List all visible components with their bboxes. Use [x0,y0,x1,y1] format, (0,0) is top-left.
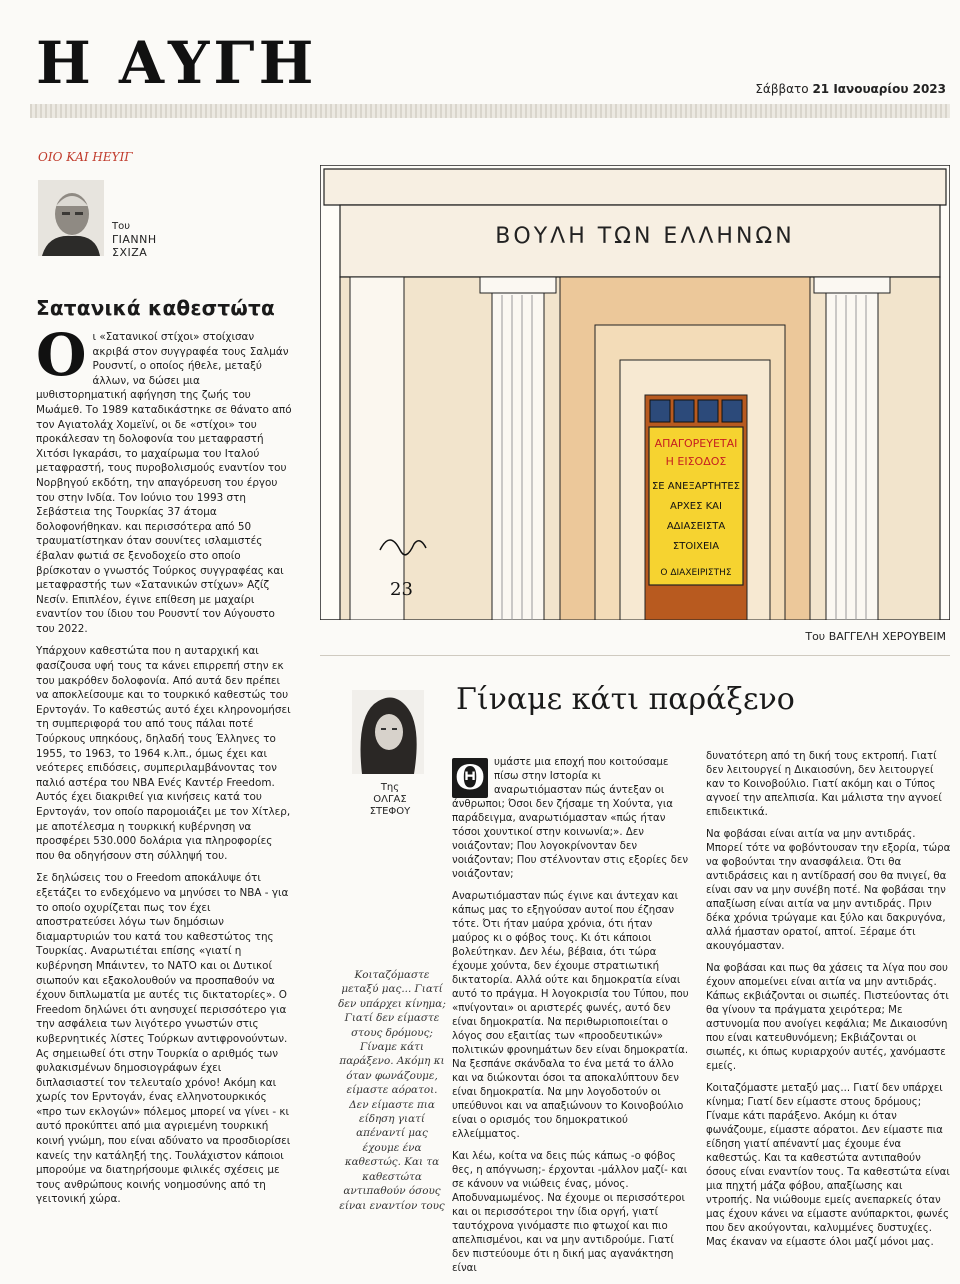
date-day: Σάββατο [755,82,809,96]
paragraph-text: ι «Σατανικοί στίχοι» στοίχισαν ακριβά στον συγγραφέα τους Σαλμάν Ρουσντί, ο οποίος ήθελε, μεταξύ άλλων, να δώσει μια μυθιστορηματική αφήγηση της ζωής του Μωάμεθ. Το 1989 καταδικάστηκε σε θάνατο από τον Αγιατολάχ Χομεϊνί, οι δε «στίχοι» του προκάλεσαν τη δολοφονία του μεταφραστή Χιτόσι Ιγκαράσι, το μαχαίρωμα του Ιταλού μεταφραστή, τους πυροβολισμούς εναντίον του Νορβηγού εκδότη, την απαγόρευση του έργου του στην Ινδία. Τον Ιούνιο του 1993 στη Σεβάστεια της Τουρκίας 37 άτομα δολοφονήθηκαν. και περισσότερα από 50 τραυματίστηκαν όταν σουνίτες ισλαμιστές έβαλαν φωτιά σε ξενοδοχείο στο οποίο βρίσκοταν ο γνωστός Τούρκος συγγραφέας και μεταφραστής των «Σατανικών στίχων» Αζίζ Νεσίν. Επιπλέον, έγινε επίθεση με μαχαίρι εναντίον του ίδιου του Ρουσντί τον Αύγουστο του 2022. [36,331,292,635]
credit-name: ΒΑΓΓΕΛΗ ΧΕΡΟΥΒΕΙΜ [828,630,946,643]
date-full: 21 Ιανουαρίου 2023 [812,82,946,96]
paragraph: Να φοβάσαι και πως θα χάσεις τα λίγα που σου έχουν απομείνει είναι αιτία να μην αντιδράς. Κάπως εκβιάζονται οι σιωπές. Πιστεύοντας ότι θα γίνουν τα πράγματα χειρότερα; Με αστυνομία που ανοίγει κεφάλια; Με Δικαιοσύνη που είναι κατευθυνόμενη; Εκβιάζονται οι σιωπές, κι όπως κυριαρχούν αυτές, χανόμαστε εμείς. [706,963,949,1072]
paragraph: Και λέω, κοίτα να δεις πώς κάπως -ο φόβος θες, η απόγνωση;- έρχονται -μάλλον μαζί- και σε κάνουν να νιώθεις ένας, μόνος. Αποδυναμωμένος. Να έχουμε οι περισσότεροι και οι περισσότεροι την ίδια οργή, γιατί ταυτόχρονα γινόμαστε πιο φτωχοί και πιο απελπισμένοι, και να μην αντιδρούμε. Γιατί δεν πιστεύουμε ότι η δική μας αγανάκτηση είναι [452,1151,688,1274]
article-body-right-col2 [706,750,952,1258]
editorial-cartoon [320,165,950,620]
cartoon-signature: 23 [390,579,413,600]
drop-cap: Ο [36,321,87,389]
headline-right: Γίναμε κάτι παράξενο [456,682,795,717]
headline-left: Σατανικά καθεστώτα [36,296,275,320]
pull-quote: Κοιταζόμαστε μεταξύ μας... Γιατί δεν υπάρχει κίνημα; Γιατί δεν είμαστε στους δρόμους; Γίναμε κάτι παράξενο. Ακόμη κι όταν φωνάζουμε, είμαστε αόρατοι. Δεν είμαστε πια είδηση γιατί απέναντί μας έχουμε ένα καθεστώς. Και τα καθεστώτα αντιπαθούν όσους είναι εναντίον τους [338,969,446,1212]
paragraph: Αναρωτιόμασταν πώς έγινε και άντεχαν και κάπως μας το εξηγούσαν αυτοί που έζησαν τότε. Ότι ήταν μαύρα χρόνια, ότι ήταν μαύρος κι ο φόβος τους. Κι ότι κάποιοι βολεύτηκαν. Δεν λέω, βέβαια, ότι τώρα έχουμε χούντα, δεν έχουμε στρατιωτική δικτατορία. Αλλά ούτε και δημοκρατία είναι αυτό το πράγμα. Η λογοκρισία του Τύπου, που «πνίγονται» οι αριστερές φωνές, αυτό δεν είναι δημοκρατία. Να περιθωριοποιείται ο λόγος σου εξαιτίας των «προοδευτικών» πολιτικών φρονημάτων δεν είναι δημοκρατία. Να ξεσπάνε σκάνδαλα το ένα μετά το άλλο και να διώκονται όσοι τα αποκαλύπτουν δεν είναι δημοκρατία. Να μην λογοδοτούν οι υπεύθυνοι και να απαξιώνουν το Κοινοβούλιο είναι ο ορισμός του δημοκρατικού ελλείμματος. [452,891,689,1140]
author-first-name: ΟΛΓΑΣ [373,794,407,805]
byline-left [112,220,157,259]
author-last-name: ΣΤΕΦΟΥ [369,806,411,817]
paragraph [452,756,692,882]
sign-line: ΣΕ ΑΝΕΞΑΡΤΗΤΕΣ [651,481,741,492]
paragraph: δυνατότερη από τη δική τους εκτροπή. Γιατί δεν λειτουργεί η Δικαιοσύνη, δεν λειτουργεί καν το Κοινοβούλιο. Γιατί ακόμη και ο Τύπος αγνοεί την απελπισία. Και μάλιστα την αγνοεί επιδεικτικά. [706,751,942,818]
masthead-logo: Η ΑΥΓΗ [36,29,318,97]
paragraph: Σε δηλώσεις του ο Freedom αποκάλυψε ότι εξετάζει το ενδεχόμενο να μηνύσει το NBA - για το οποίο οχυρίζεται πως τον έχει αποστρατεύσει λόγω των δημόσιων διαμαρτυριών του κατά του καθεστώτος της Τουρκίας. Αναρωτιέται επίσης «γιατί η κυβέρνηση Μπάιντεν, το ΝΑΤΟ και οι Δυτικοί σιωπούν και εξακολουθούν να προσπαθούν να έχουν διπλωματία με αυτές τις δικτατορίες». Ο Freedom δηλώνει ότι ανησυχεί περισσότερο για την ασφάλεια των λιγότερο γνωστών στις κυβερνητικές λίστες Τούρκων αντιφρονούντων. Ας σημειωθεί ότι στην Τουρκία ο αριθμός των φυλακισμένων δημοσιογράφων έχει διπλασιαστεί τον τελευταίο χρόνο! Ακόμη και χωρίς τον Ερντογάν, ένας ελληνοτουρκικός «προ των εκλογών» πόλεμος μπορεί να γίνει - κι αυτό προκύπτει από μια αγριεμένη τουρκική κοινή γνώμη, που είναι αδύνατο να προσδιορίσει κανείς την κατάληξή της. Τουλάχιστον κάποιοι μπορούμε να διατηρήσουμε φιλικές σχέσεις με τους ανθρώπους κοινής νοημοσύνης από τη γειτονική χώρα. [36,872,291,1206]
author-last-name: ΣΧΙΖΑ [112,246,148,259]
section-label: ΟΙΟ ΚΑΙ ΗΕΥΙΓ [38,150,133,164]
paragraph: Κοιταζόμαστε μεταξύ μας... Γιατί δεν υπάρχει κίνημα; Γιατί δεν είμαστε στους δρόμους; Γίναμε κάτι παράξενο. Ακόμη κι όταν φωνάζουμε, είμαστε αόρατοι. Δεν είμαστε πια είδηση γιατί απέναντί μας έχουμε ένα καθεστώς. Και τα καθεστώτα αντιπαθούν όσους είναι εναντίον τους. Τα καθεστώτα είναι μια πηχτή μάζα φόβου, απαξίωσης και ντροπής. Να νιώθουμε εμείς ανεπαρκείς όταν μας έχουν κάνει να είμαστε ανύπαρκτοι, φωνές που δεν ακούγονται, καλυμμένες δυστυχίες. Μας έκαναν να είμαστε όλοι μαζί μόνοι μας. [706,1083,950,1248]
drop-cap: Θ [452,758,488,798]
sign-line: Ο ΔΙΑΧΕΙΡΙΣΤΗΣ [660,568,732,578]
author-photo-giannis-schizas [38,180,104,256]
paragraph [36,321,292,636]
paragraph: Να φοβάσαι είναι αιτία να μην αντιδράς. Μπορεί τότε να φοβόντουσαν την εξορία, τώρα να φοβούνται την ανασφάλεια. Ότι θα αντιδράσεις και η αντίδρασή σου θα πνιγεί, θα είναι σαν να μην συνέβη ποτέ. Να φοβάσαι την απαξίωση είναι αιτία να μην αντιδράς. Πριν δέκα χρόνια τρώγαμε και ξύλο και δακρυγόνα, αλλά ήμασταν ορατοί, απτοί. Ξέραμε ότι ακουγόμασταν. [706,829,951,952]
cartoon-credit [805,630,946,643]
section-divider [320,655,950,656]
header-band [30,104,950,118]
article-body-left [36,321,292,1215]
cartoon-building-label: ΒΟΥΛΗ ΤΩΝ ΕΛΛΗΝΩΝ [495,224,795,249]
byline-prefix: Του [112,221,131,232]
paragraph: Υπάρχουν καθεστώτα που η αυταρχική και φασίζουσα υφή τους τα κάνει επιρρεπή στην εκ του μακρόθεν δολοφονία. Από αυτά δεν πρέπει να αποκλείσουμε και το τουρκικό καθεστώς του Ερντογάν. Το καθεστώς αυτό έχει κληρονομήσει τη συμπεριφορά του από τους πάλαι ποτέ Τούρκους υπηκόους, δηλαδή τους Έλληνες το 1955, το 1963, το 1964 κ.λπ., όμως έχει και νεότερες επιδόσεις, συμπεριλαμβάνοντας τον παλιό αστέρα του NBA Ενές Καντέρ Freedom. Αυτός έχει διακριθεί για κινήσεις κατά του Ερντογάν, τον οποίο παρομοιάζει με τον Χίτλερ, με αποτέλεσμα η τουρκική κυβέρνηση να προσφέρει 530.000 δολάρια για πληροφορίες που θα οδηγήσουν στη σύλληψή του. [36,645,291,862]
sign-line: ΑΔΙΑΣΕΙΣΤΑ [666,521,726,532]
author-first-name: ΓΙΑΝΝΗ [112,233,157,246]
paragraph-text: υμάστε μια εποχή που κοιτούσαμε πίσω στην Ιστορία κι αναρωτιόμασταν πώς άντεξαν οι άνθρωποι; Όσοι δεν ζήσαμε τη Χούντα, για παράδειγμα, αναρωτιόμασταν «πώς ήταν τόσοι χουντικοί στην κοινωνία;». Δεν νοιάζονταν; Που λογοκρίνονταν δεν νοιάζονταν; Που στέλνονταν στις εξορίες δεν νοιάζονταν; [452,757,689,880]
sign-line: ΑΠΑΓΟΡΕΥΕΤΑΙ [654,437,738,450]
author-photo-olga-stefou [352,690,424,774]
byline-prefix: Της [380,782,400,793]
credit-prefix: Του [805,630,826,643]
dateline [755,82,946,96]
byline-right [360,782,420,818]
article-body-right-col1 [452,756,692,1284]
sign-line: Η ΕΙΣΟΔΟΣ [665,455,727,468]
sign-line: ΑΡΧΕΣ ΚΑΙ [670,501,722,512]
sign-line: ΣΤΟΙΧΕΙΑ [672,541,720,552]
